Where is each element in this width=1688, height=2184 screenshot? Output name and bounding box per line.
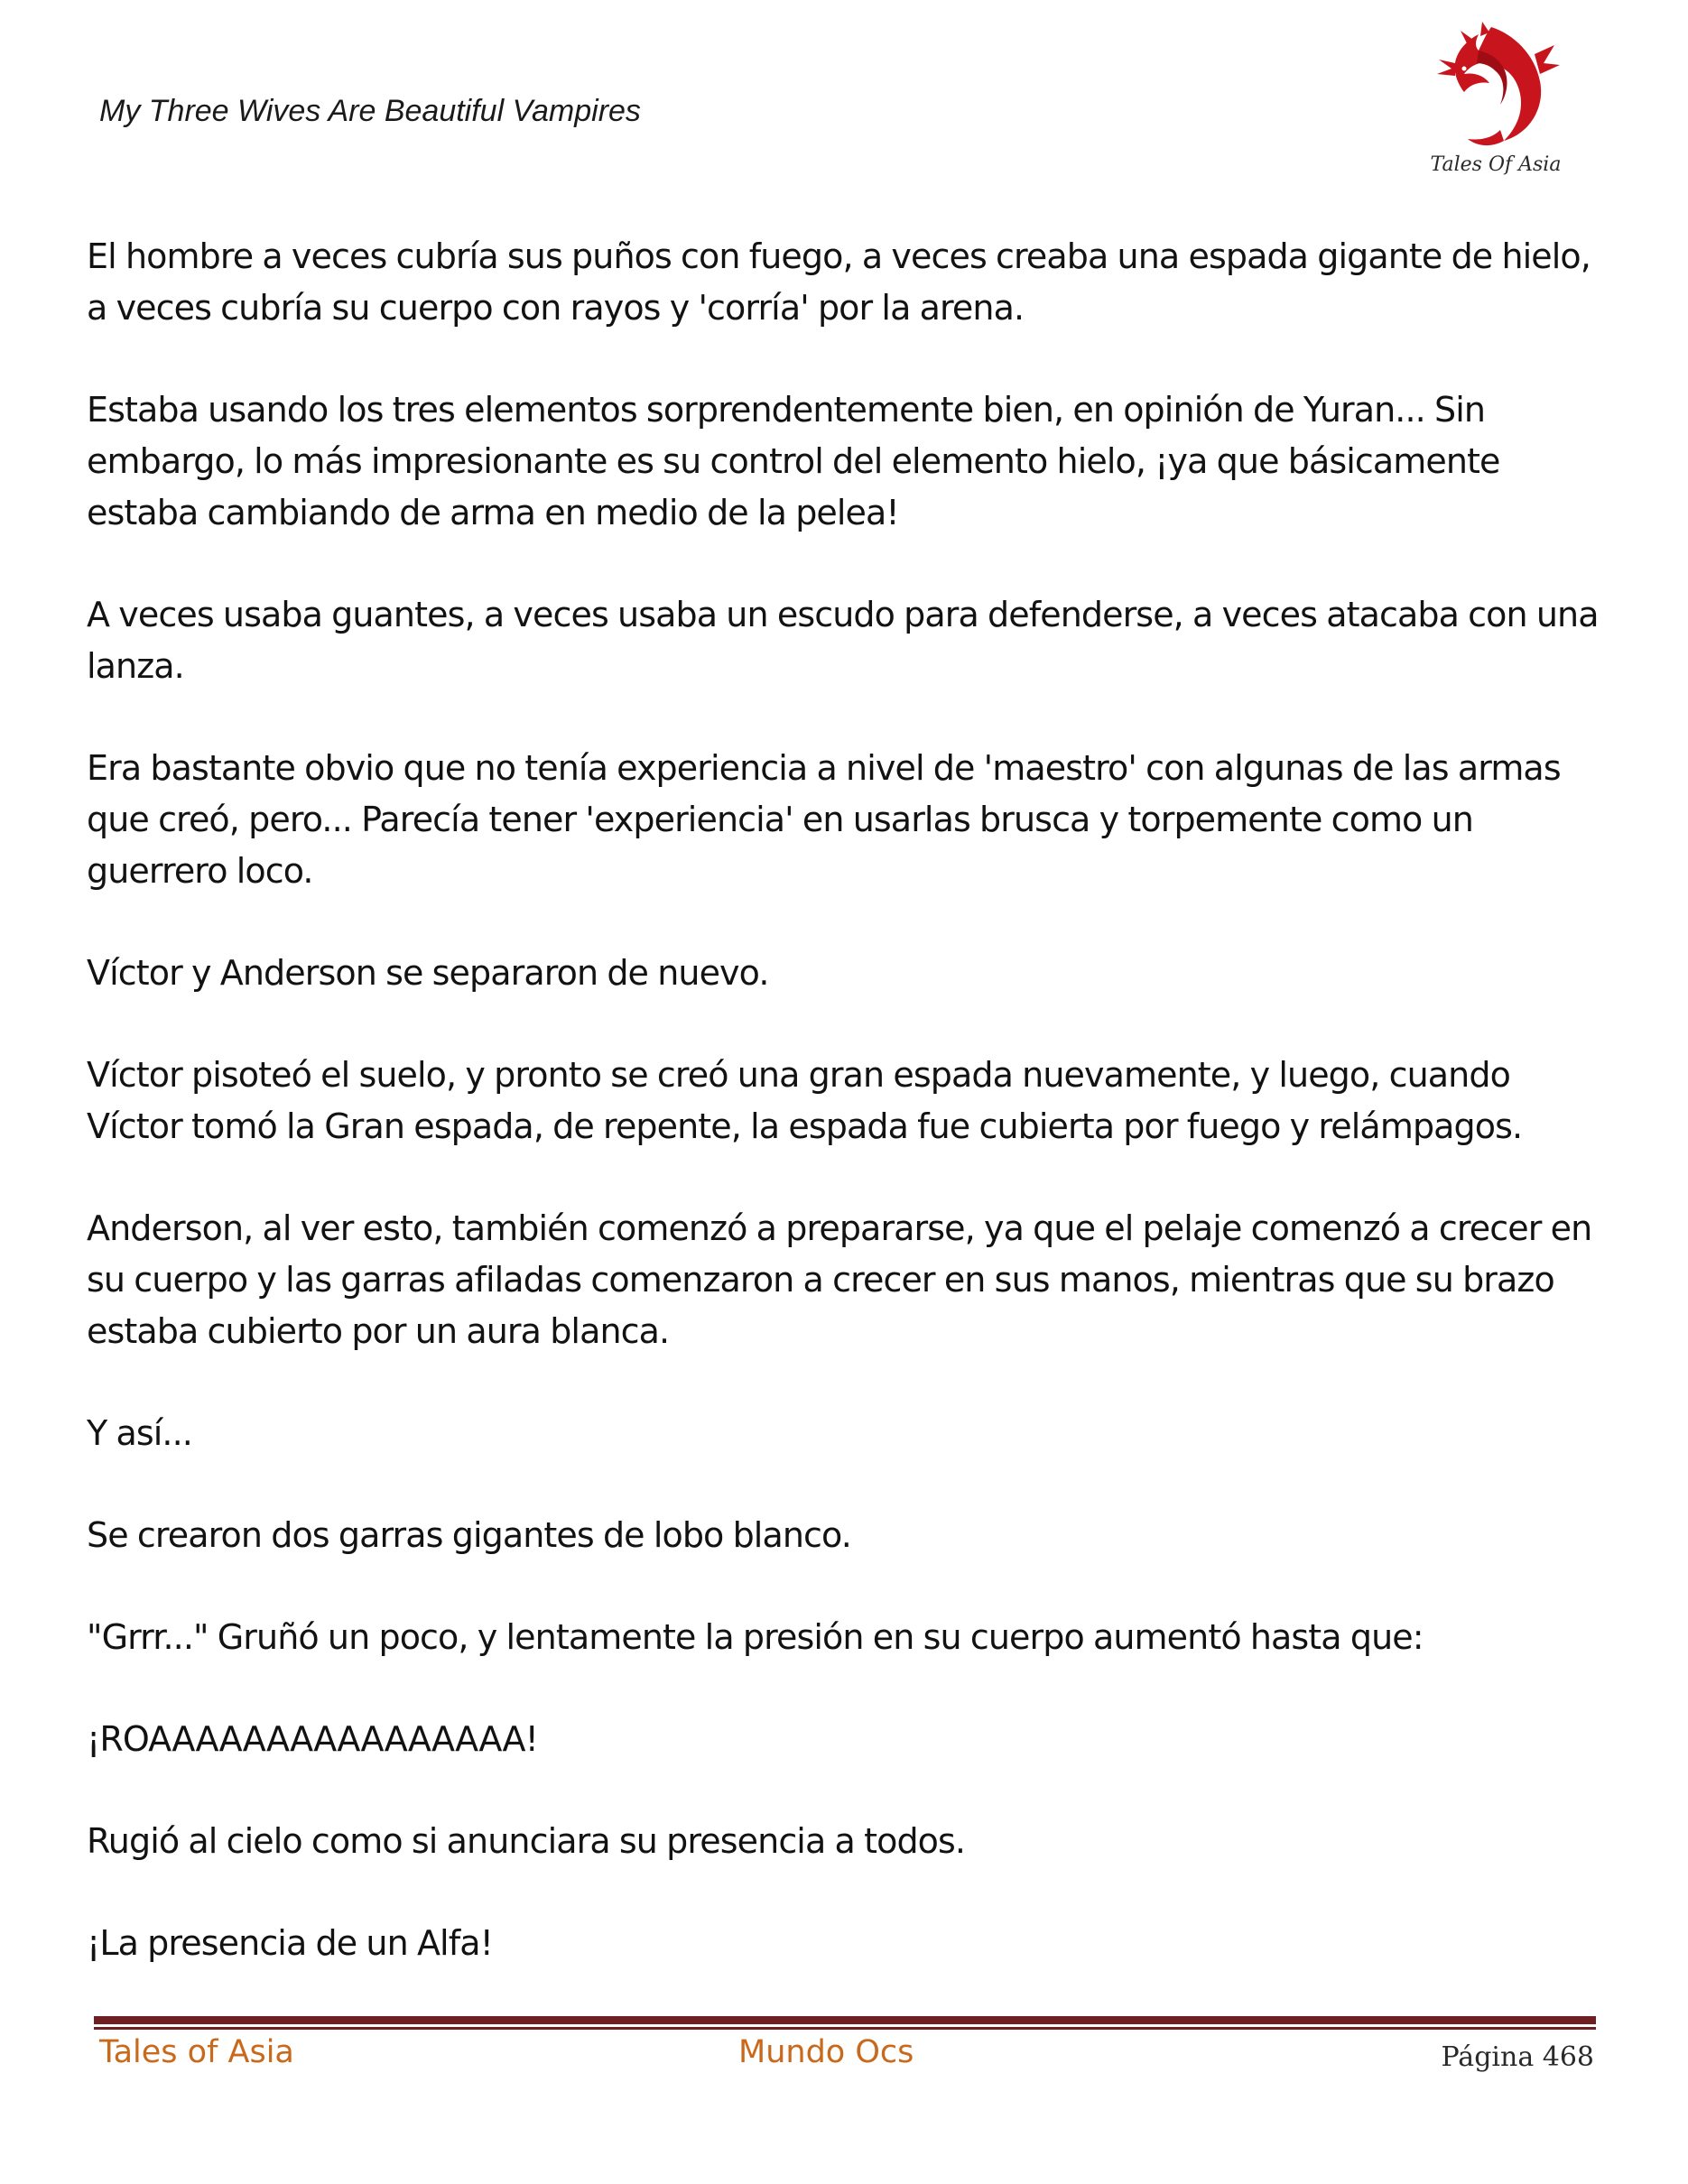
paragraph: Estaba usando los tres elementos sorprendentemente bien, en opinión de Yuran... Sin embargo, lo más impresionante es su control del elemento hielo, ¡ya que básicamente estaba cambiando de arma en medio de la pelea! — [87, 390, 1500, 532]
footer-divider — [94, 2016, 1596, 2030]
paragraph: Era bastante obvio que no tenía experiencia a nivel de 'maestro' con algunas de las armas que creó, pero... Parecía tener 'experiencia' en usarlas brusca y torpemente como un guerrero loco. — [87, 748, 1561, 891]
chapter-body — [87, 231, 1612, 2020]
footer-publisher: Tales of Asia — [99, 2034, 294, 2070]
paragraph: ¡La presencia de un Alfa! — [87, 1923, 493, 1963]
paragraph: Anderson, al ver esto, también comenzó a prepararse, ya que el pelaje comenzó a crecer en su cuerpo y las garras afiladas comenzaron a crecer en sus manos, mientras que su brazo estaba cubierto por un aura blanca. — [87, 1208, 1592, 1351]
logo-text: Tales Of Asia — [1430, 153, 1562, 176]
page-number: Página 468 — [1441, 2041, 1594, 2073]
paragraph: Se crearon dos garras gigantes de lobo blanco. — [87, 1515, 851, 1555]
paragraph: El hombre a veces cubría sus puños con fuego, a veces creaba una espada gigante de hielo, a veces cubría su cuerpo con rayos y 'corría' por la arena. — [87, 236, 1591, 328]
paragraph: "Grrr..." Gruñó un poco, y lentamente la presión en su cuerpo aumentó hasta que: — [87, 1617, 1424, 1657]
paragraph: Rugió al cielo como si anunciara su presencia a todos. — [87, 1821, 966, 1861]
paragraph: Víctor y Anderson se separaron de nuevo. — [87, 953, 769, 993]
book-title: My Three Wives Are Beautiful Vampires — [99, 94, 641, 128]
paragraph: Y así... — [87, 1413, 192, 1453]
paragraph: ¡ROAAAAAAAAAAAAAAAA! — [87, 1719, 538, 1759]
paragraph: Víctor pisoteó el suelo, y pronto se creó una gran espada nuevamente, y luego, cuando Víctor tomó la Gran espada, de repente, la espada fue cubierta por fuego y relámpagos. — [87, 1055, 1523, 1146]
red-dragon-icon — [1428, 18, 1563, 153]
tales-of-asia-logo — [1428, 18, 1563, 185]
paragraph: A veces usaba guantes, a veces usaba un escudo para defenderse, a veces atacaba con una lanza. — [87, 595, 1599, 686]
footer-source: Mundo Ocs — [738, 2034, 914, 2070]
